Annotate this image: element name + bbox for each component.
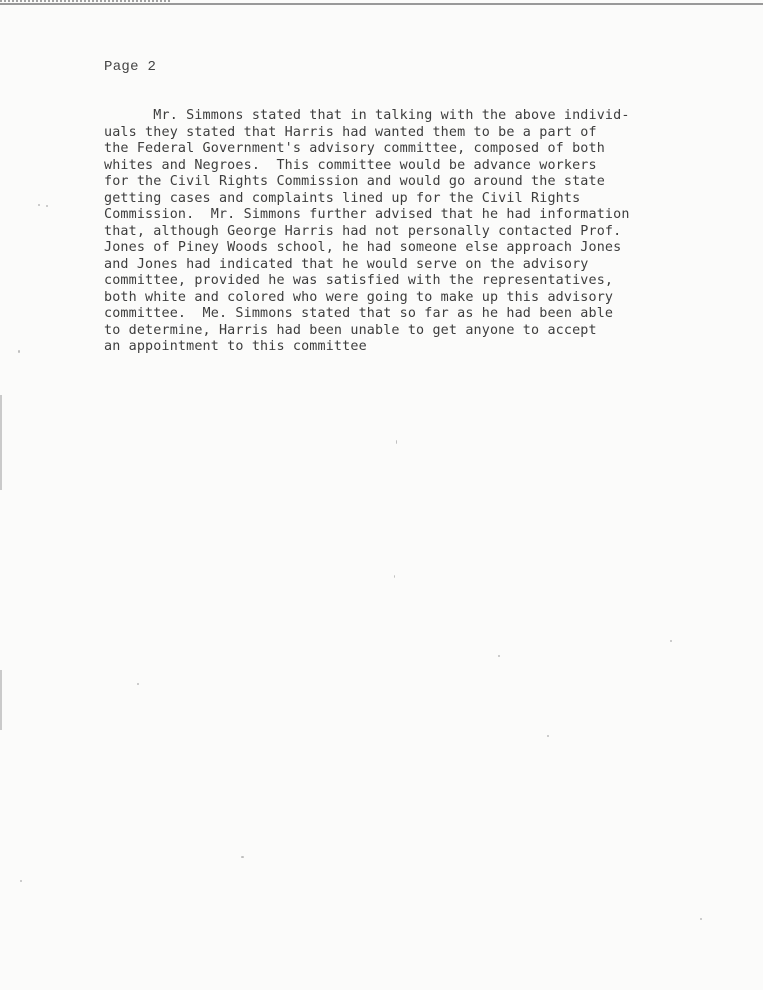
top-border-line xyxy=(0,3,763,5)
paragraph-line: getting cases and complaints lined up for the Civil Rights xyxy=(104,190,581,206)
paragraph-line: Jones of Piney Woods school, he had someone else approach Jones xyxy=(104,240,622,255)
paragraph-line: the Federal Government's advisory committee, composed of both xyxy=(104,141,605,156)
scan-speck xyxy=(20,880,22,882)
paragraph-line: Mr. Simmons stated that in talking with the above individ- xyxy=(104,108,630,123)
scan-speck xyxy=(137,683,139,685)
paragraph-line: to determine, Harris had been unable to get anyone to accept xyxy=(104,322,597,338)
paragraph-line: committee. Me. Simmons stated that so far as he had been able xyxy=(104,306,614,321)
paragraph-line: an appointment to this committee xyxy=(104,339,367,354)
paragraph-line: committee, provided he was satisfied with the representatives, xyxy=(104,273,614,288)
scan-edge-mark xyxy=(0,395,2,490)
paragraph-line: that, although George Harris had not personally contacted Prof. xyxy=(104,223,622,239)
scan-speck xyxy=(394,575,395,578)
paragraph-line: and Jones had indicated that he would serve on the advisory xyxy=(104,256,589,272)
scan-speck xyxy=(547,735,549,737)
scan-edge-mark xyxy=(0,670,2,730)
body-paragraph xyxy=(104,108,694,356)
scan-speck xyxy=(396,440,397,444)
paragraph-line: Commission. Mr. Simmons further advised that he had information xyxy=(104,207,630,222)
paragraph-line: uals they stated that Harris had wanted them to be a part of xyxy=(104,124,597,140)
scan-speck xyxy=(700,918,702,920)
page-number-label: Page 2 xyxy=(104,59,157,75)
scan-speck xyxy=(670,640,672,642)
paragraph-line: both white and colored who were going to make up this advisory xyxy=(104,289,614,305)
scan-speck xyxy=(498,655,500,657)
scan-speck xyxy=(46,205,48,207)
scan-speck xyxy=(241,856,244,858)
paragraph-line: whites and Negroes. This committee would be advance workers xyxy=(104,157,597,173)
top-dotted-line xyxy=(0,0,170,2)
scan-speck xyxy=(18,350,20,353)
scan-speck xyxy=(38,204,40,206)
paragraph-line: for the Civil Rights Commission and would go around the state xyxy=(104,174,605,189)
